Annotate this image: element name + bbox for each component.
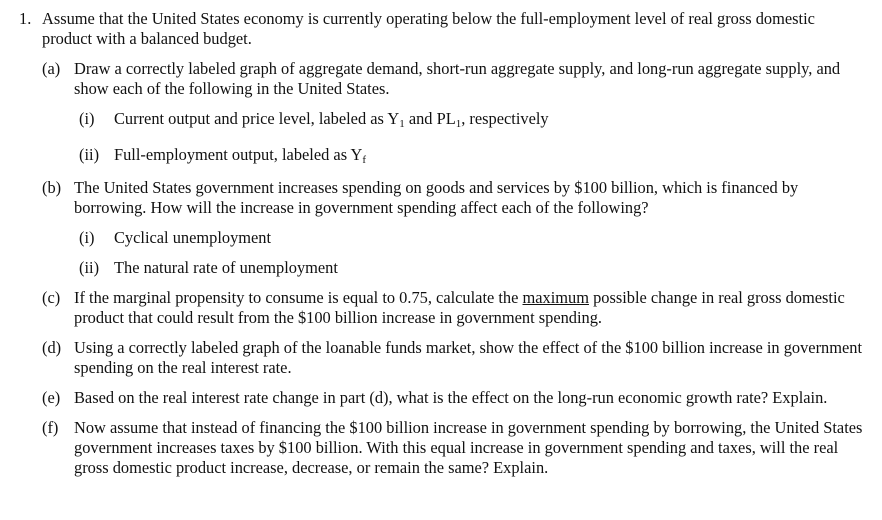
question-number: 1. — [19, 9, 32, 28]
part-a-i-sub1: 1 — [399, 118, 405, 130]
part-c-label: (c) — [42, 288, 61, 307]
question-stem-text: Assume that the United States economy is currently operating below the full-employment level of real gross domestic product with a balanced budget. — [42, 9, 815, 48]
part-a-label: (a) — [42, 59, 61, 78]
part-e-text: Based on the real interest rate change in part (d), what is the effect on the long-run economic growth rate? Explain. — [74, 388, 828, 407]
part-b — [0, 178, 882, 218]
part-f-label: (f) — [42, 418, 59, 437]
part-a-ii-text-pre: Full-employment output, labeled as Y — [114, 145, 363, 164]
part-c — [0, 288, 882, 328]
part-a-i-text-mid: and PL — [404, 109, 456, 128]
part-f — [0, 418, 882, 478]
part-a-ii-sub: f — [362, 154, 367, 166]
part-a-text: Draw a correctly labeled graph of aggregate demand, short-run aggregate supply, and long-run aggregate supply, and show each of the following in the United States. — [74, 59, 841, 98]
part-b-ii-label: (ii) — [79, 258, 100, 277]
part-a-i-label: (i) — [79, 109, 95, 128]
part-b-i-text: Cyclical unemployment — [114, 228, 272, 247]
part-c-underlined-word: maximum — [522, 288, 589, 307]
part-a-ii — [0, 145, 882, 165]
part-b-ii — [0, 258, 882, 278]
part-a — [0, 59, 882, 99]
part-a-ii-label: (ii) — [79, 145, 100, 164]
part-b-text: The United States government increases spending on goods and services by $100 billion, which is financed by borrowing. How will the increase in government spending affect each of the following? — [74, 178, 799, 217]
part-f-text: Now assume that instead of financing the $100 billion increase in government spending by borrowing, the United States government increases taxes by $100 billion. With this equal increase in government spending and taxes, will the real gross domestic product increase, decrease, or remain the same? Explain. — [74, 418, 863, 477]
part-b-label: (b) — [42, 178, 62, 197]
part-b-ii-text: The natural rate of unemployment — [114, 258, 338, 277]
part-a-i-sub2: 1 — [455, 118, 462, 130]
part-c-text-pre: If the marginal propensity to consume is equal to 0.75, calculate the — [74, 288, 523, 307]
part-e — [0, 388, 882, 408]
part-a-i-text-post: , respectively — [461, 109, 549, 128]
part-b-i — [0, 228, 882, 248]
question-stem — [0, 9, 882, 49]
part-e-label: (e) — [42, 388, 61, 407]
part-b-i-label: (i) — [79, 228, 95, 247]
part-a-i-text-pre: Current output and price level, labeled as Y — [114, 109, 400, 128]
part-d-text: Using a correctly labeled graph of the loanable funds market, show the effect of the $100 billion increase in government spending on the real interest rate. — [74, 338, 863, 377]
part-a-i — [0, 109, 882, 129]
part-c-text-post: possible change in real gross domestic product that could result from the $100 billion increase in government spending. — [74, 288, 845, 327]
part-d — [0, 338, 882, 378]
part-d-label: (d) — [42, 338, 62, 357]
